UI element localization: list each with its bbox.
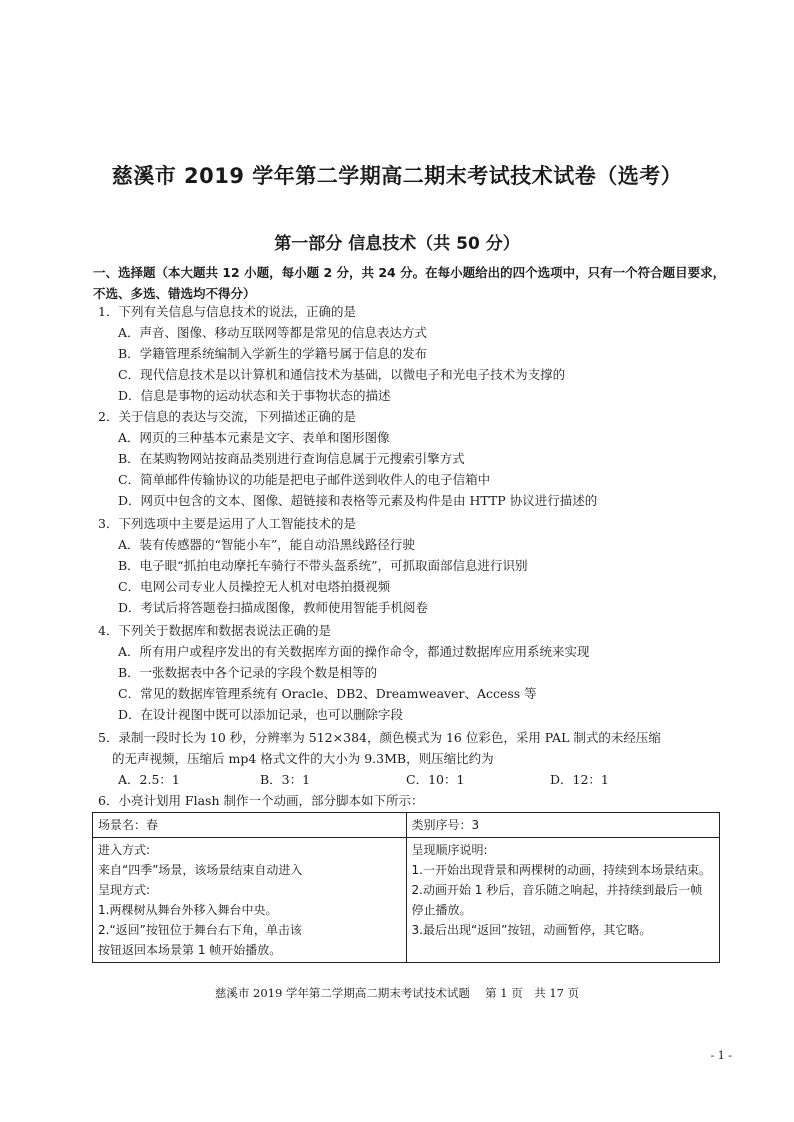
part-title: 第一部分 信息技术（共 50 分） (274, 234, 520, 254)
cell-line: 来自“四季”场景，该场景结束自动进入 (98, 863, 303, 877)
question-option: C．电网公司专业人员操控无人机对电塔拍摄视频 (118, 579, 391, 594)
question-stem: 1．下列有关信息与信息技术的说法，正确的是 (98, 304, 356, 319)
cell-line: 呈现顺序说明: (411, 843, 488, 857)
table-row (93, 838, 720, 963)
page-number: - 1 - (710, 1049, 732, 1062)
order-description-cell (406, 838, 720, 963)
flash-script-table (92, 812, 720, 963)
question-stem: 4．下列关于数据库和数据表说法正确的是 (98, 623, 331, 638)
question-option: C．常见的数据库管理系统有 Oracle、DB2、Dreamweaver、Access 等 (118, 686, 537, 701)
question-stem-continued: 的无声视频，压缩后 mp4 格式文件的大小为 9.3MB，则压缩比约为 (112, 751, 494, 766)
question-stem: 3．下列选项中主要是运用了人工智能技术的是 (98, 516, 356, 531)
question-option: A．装有传感器的“智能小车”，能自动沿黑线路径行驶 (118, 537, 415, 552)
exam-title: 慈溪市 2019 学年第二学期高二期末考试技术试卷（选考） (111, 164, 683, 188)
question-options-row (118, 770, 678, 790)
question-option: B．在某购物网站按商品类别进行查询信息属于元搜索引擎方式 (118, 451, 465, 466)
question-option: C．现代信息技术是以计算机和通信技术为基础，以微电子和光电子技术为支撑的 (118, 367, 566, 382)
question-option: D．网页中包含的文本、图像、超链接和表格等元素及构件是由 HTTP 协议进行描述的 (118, 493, 598, 508)
question-option: B．3：1 (260, 772, 311, 787)
cell-line: 3.最后出现“返回”按钮，动画暂停，其它略。 (411, 923, 652, 937)
question-option: B．学籍管理系统编制入学新生的学籍号属于信息的发布 (118, 346, 428, 361)
question-option: A．所有用户或程序发出的有关数据库方面的操作命令，都通过数据库应用系统来实现 (118, 644, 590, 659)
entry-presentation-cell (93, 838, 407, 963)
question-option: B．一张数据表中各个记录的字段个数是相等的 (118, 665, 378, 680)
cell-line: 2.“返回”按钮位于舞台右下角，单击该 (98, 923, 302, 937)
section-intro: 一、选择题（本大题共 12 小题，每小题 2 分，共 24 分。在每小题给出的四个选项中，只有一个符合题目要求，不选、多选、错选均不得分） (93, 265, 726, 301)
question-option: A．网页的三种基本元素是文字、表单和图形图像 (118, 430, 390, 445)
cell-line: 进入方式: (98, 843, 151, 857)
cell-line: 按钮返回本场景第 1 帧开始播放。 (98, 943, 282, 957)
question-option: D．在设计视图中既可以添加记录，也可以删除字段 (118, 707, 404, 722)
question-option: C．简单邮件传输协议的功能是把电子邮件送到收件人的电子信箱中 (118, 472, 491, 487)
cell-line: 2.动画开始 1 秒后，音乐随之响起，并持续到最后一帧 (411, 883, 703, 897)
cell-line: 1.两棵树从舞台外移入舞台中央。 (98, 903, 278, 917)
cell-line: 1.一开始出现背景和两棵树的动画，持续到本场景结束。 (411, 863, 711, 877)
question-option: D．考试后将答题卷扫描成图像，教师使用智能手机阅卷 (118, 600, 429, 615)
question-option: D．12：1 (550, 772, 609, 787)
question-stem: 6．小亮计划用 Flash 制作一个动画，部分脚本如下所示： (98, 793, 424, 808)
question-stem: 5．录制一段时长为 10 秒，分辨率为 512×384，颜色模式为 16 位彩色，采用 PAL 制式的未经压缩 (98, 730, 661, 745)
cell-line: 停止播放。 (411, 903, 472, 917)
question-option: A．2.5：1 (118, 772, 180, 787)
scene-name-cell: 场景名：春 (93, 813, 407, 838)
question-option: D．信息是事物的运动状态和关于事物状态的描述 (118, 388, 391, 403)
question-option: C．10：1 (406, 772, 465, 787)
question-stem: 2．关于信息的表达与交流，下列描述正确的是 (98, 409, 356, 424)
table-row (93, 813, 720, 838)
question-option: B．电子眼“抓拍电动摩托车骑行不带头盔系统”，可抓取面部信息进行识别 (118, 558, 528, 573)
cell-line: 呈现方式: (98, 883, 151, 897)
question-option: A．声音、图像、移动互联网等都是常见的信息表达方式 (118, 325, 428, 340)
page-footer: 慈溪市 2019 学年第二学期高二期末考试技术试题 第 1 页 共 17 页 (214, 986, 580, 1000)
category-cell: 类别序号：3 (406, 813, 720, 838)
